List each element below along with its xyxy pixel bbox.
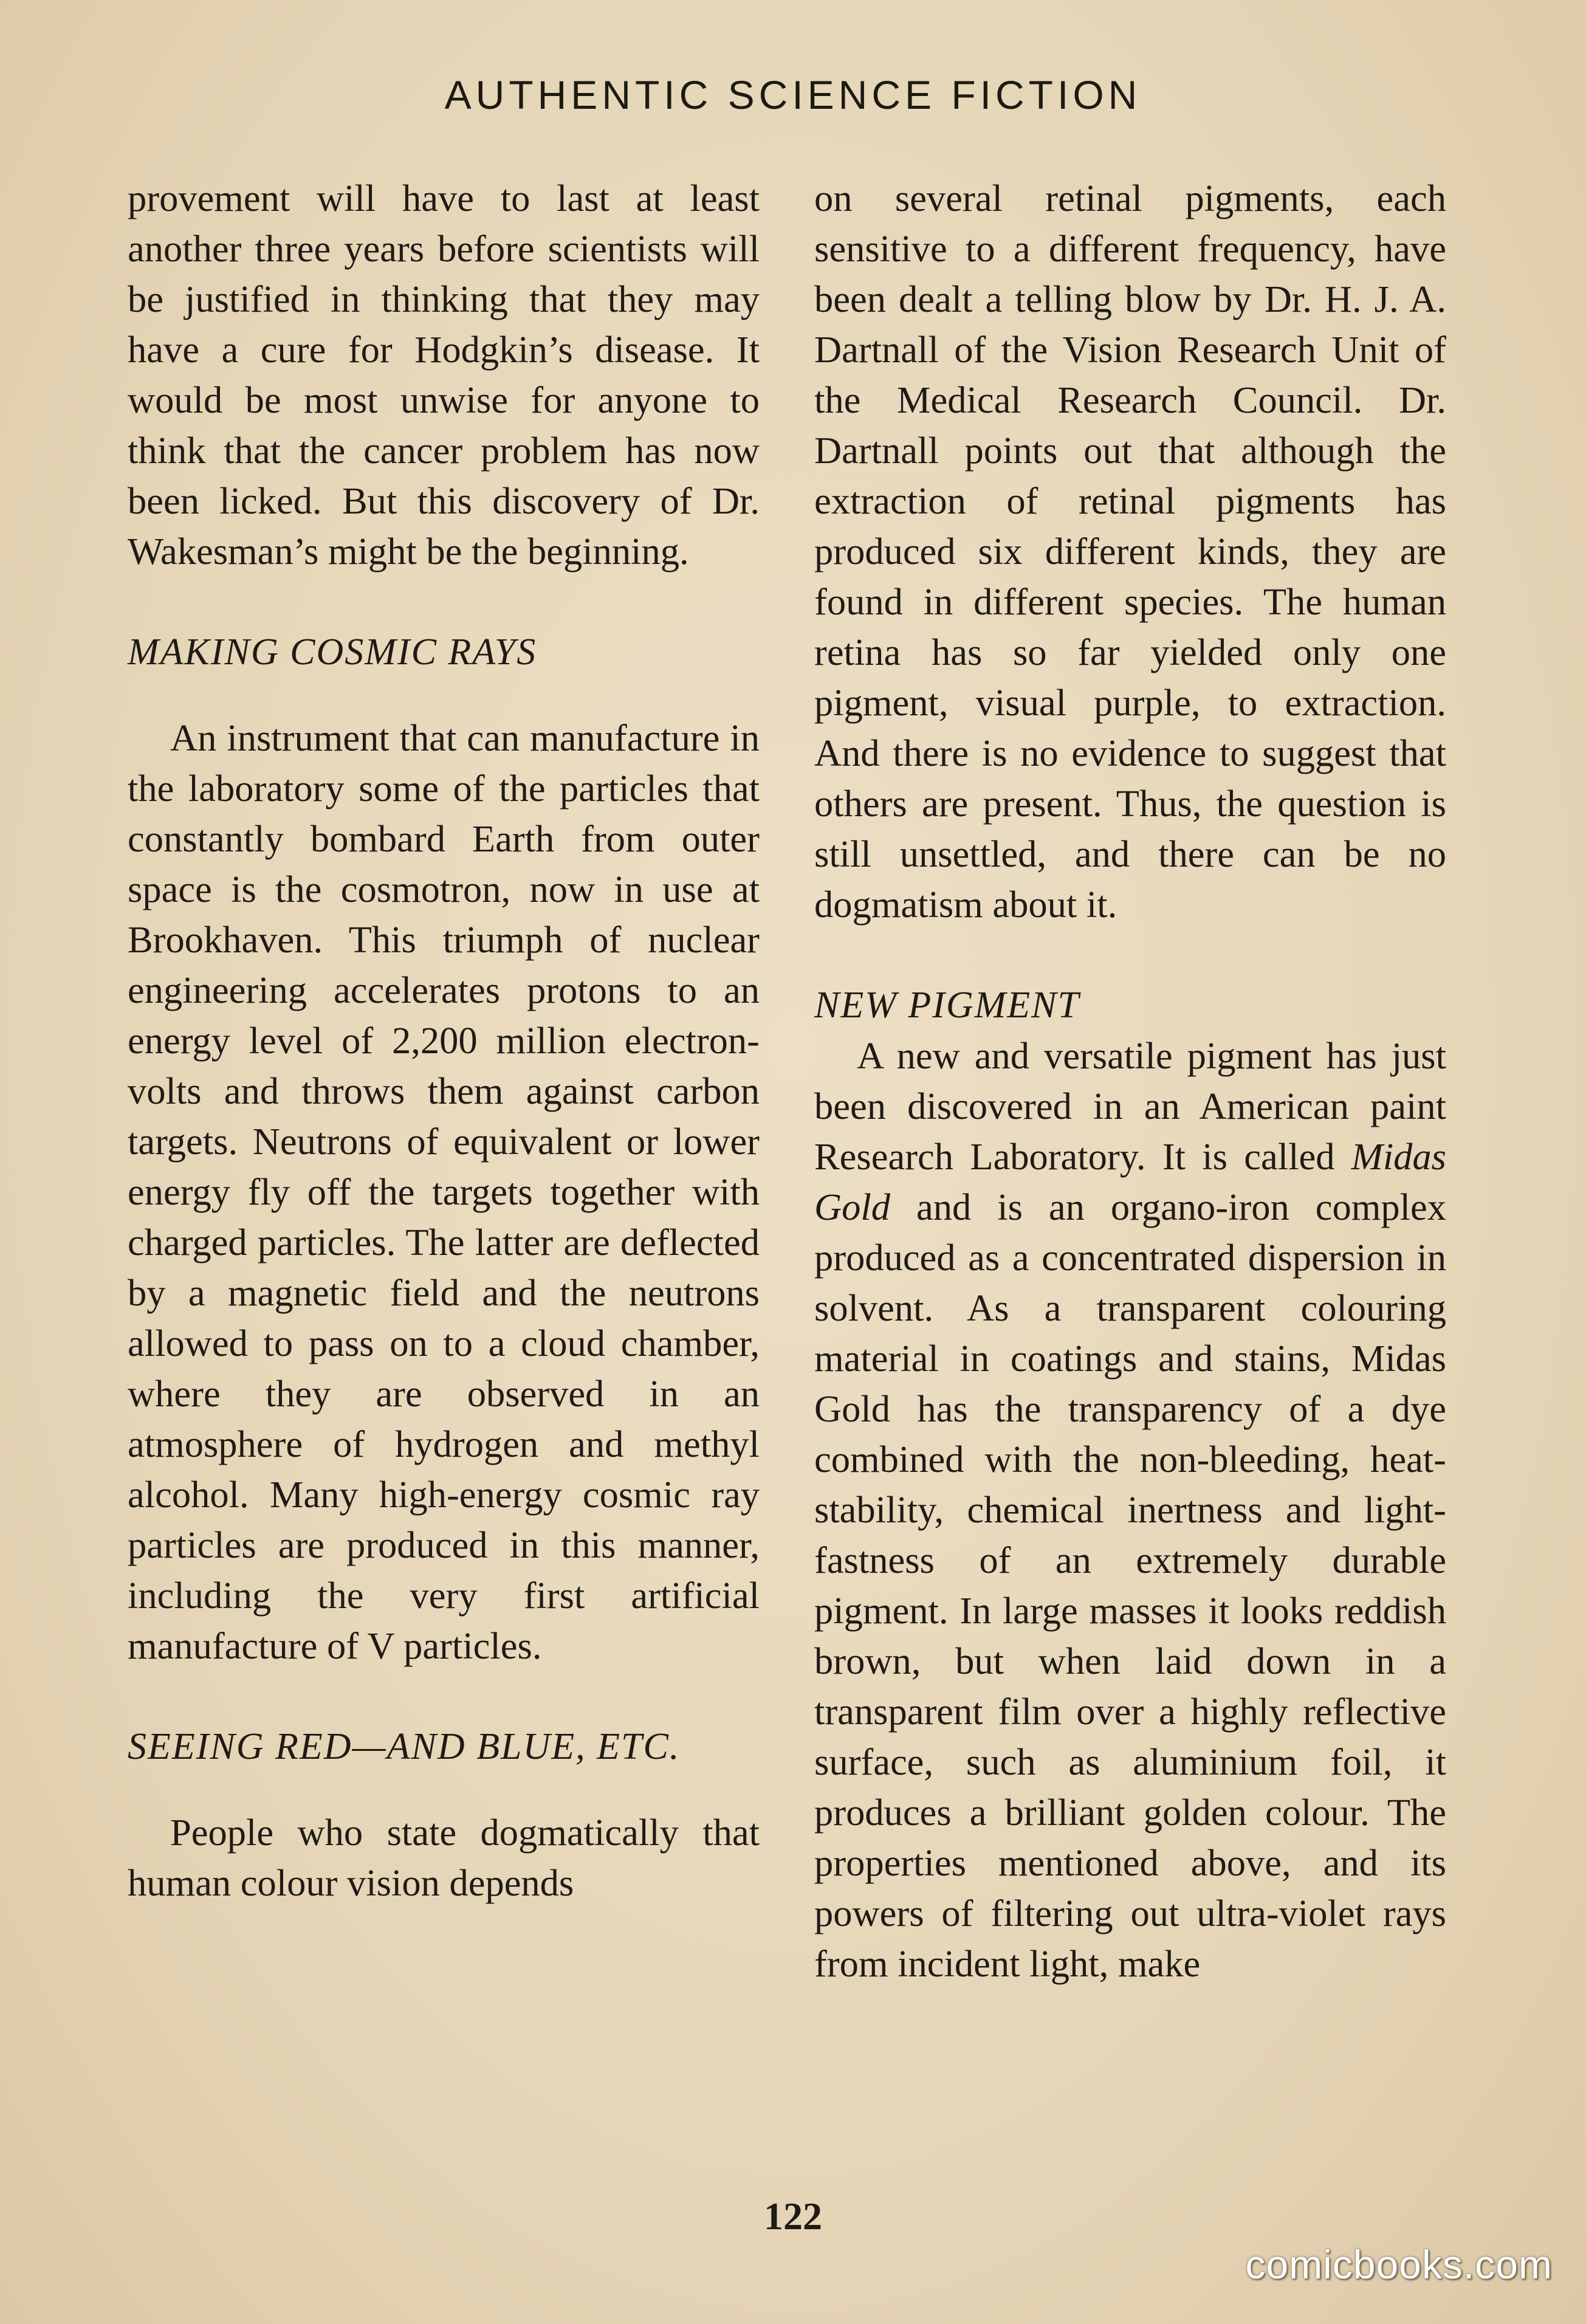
midas-gold-text-end: and is an organo-iron complex produced as a concentrated dispersion in solvent. As a transparent colouring material in coatings and stains, Midas Gold has the transparency of a dye combined with the non-bleeding, heat-stability, chemical inertness and light-fastness of an extremely durable pigment. In large masses it looks reddish brown, but when laid down in a transparent film over a highly reflective surface, such as aluminium foil, it produces a brilliant golden colour. The properties mentioned above, and its powers of filtering out ultra-violet rays from incident light, make — [814, 1186, 1446, 1985]
section-heading-making-cosmic-rays: MAKING COSMIC RAYS — [128, 631, 537, 673]
midas-gold-text-start: A new and versatile pigment has just been discovered in an American paint Research Laboratory. It is called — [814, 1034, 1446, 1178]
midas-gold-italic: Midas Gold — [814, 1135, 1446, 1228]
left-column — [128, 173, 760, 1908]
right-column — [814, 173, 1446, 1989]
paragraph-cosmotron: An instrument that can manufacture in the laboratory some of the particles that constantly bombard Earth from outer space is the cosmotron, now in use at Brookhaven. This triumph of nuclear engineering accelerates protons to an energy level of 2,200 million electron-volts and throws them against carbon targets. Neutrons of equivalent or lower energy fly off the targets together with charged particles. The latter are deflected by a magnetic field and the neutrons allowed to pass on to a cloud chamber, where they are observed in an atmosphere of hydrogen and methyl alcohol. Many high-energy cosmic ray particles are produced in this manner, including the very first artificial manufacture of V particles. — [128, 717, 760, 1667]
paragraph-retinal-pigments: on several retinal pigments, each sensitive to a different frequency, have been dealt a telling blow by Dr. H. J. A. Dartnall of the Vision Research Unit of the Medical Research Council. Dr. Dartnall points out that although the extraction of retinal pigments has produced six different kinds, they are found in different species. The human retina has so far yielded only one pigment, visual purple, to extraction. And there is no evidence to suggest that others are present. Thus, the question is still unsettled, and there can be no dogmatism about it. — [814, 177, 1446, 926]
paragraph-midas-gold — [814, 1031, 1446, 1989]
page-number: 122 — [764, 2195, 822, 2238]
left-paragraph-continuation: provement will have to last at least another three years before scientists will be justified in thinking that they may have a cure for Hodgkin’s disease. It would be most unwise for anyone to think that the cancer problem has now been licked. But this discovery of Dr. Wakesman’s might be the beginning. — [128, 177, 760, 572]
section-heading-seeing-red: SEEING RED—AND BLUE, ETC. — [128, 1726, 681, 1767]
watermark: comicbooks.com — [1245, 2242, 1553, 2287]
running-head: AUTHENTIC SCIENCE FICTION — [444, 72, 1142, 117]
section-heading-new-pigment: NEW PIGMENT — [814, 985, 1080, 1026]
paragraph-colour-vision-start: People who state dogmatically that human colour vision depends — [128, 1811, 760, 1904]
